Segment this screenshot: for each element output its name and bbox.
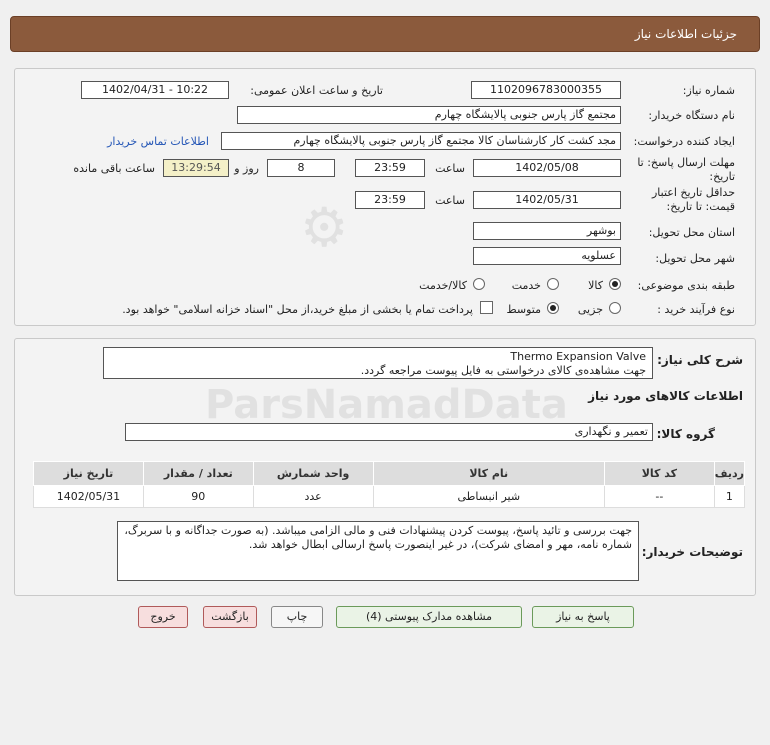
city-label: شهر محل تحویل: — [655, 252, 735, 265]
days-field: 8 — [267, 159, 335, 177]
deadline-time-field: 23:59 — [355, 159, 425, 177]
process-minor-radio[interactable] — [609, 302, 621, 314]
summary-line-2: جهت مشاهده‌ی کالای درخواستی به فایل پیوست مراجعه گردد. — [360, 364, 646, 377]
category-goods-radio[interactable] — [609, 278, 621, 290]
goods-info-title: اطلاعات کالاهای مورد نیاز — [588, 389, 743, 403]
validity-time-field: 23:59 — [355, 191, 425, 209]
treasury-note: پرداخت تمام یا بخشی از مبلغ خرید،از محل "اسناد خزانه اسلامی" خواهد بود. — [122, 303, 473, 316]
buyer-org-field: مجتمع گاز پارس جنوبی پالایشگاه چهارم — [237, 106, 621, 124]
summary-box — [103, 347, 653, 379]
need-number-field: 1102096783000355 — [471, 81, 621, 99]
col-name: نام کالا — [373, 462, 605, 486]
view-attachments-button[interactable]: مشاهده مدارک پیوستی (4) — [336, 606, 522, 628]
requester-field: مجد کشت کار کارشناسان کالا مجتمع گاز پارس جنوبی پالایشگاه چهارم — [221, 132, 621, 150]
table-header-row — [34, 462, 745, 486]
col-code: کد کالا — [605, 462, 715, 486]
need-info-panel — [14, 68, 756, 326]
process-medium-radio[interactable] — [547, 302, 559, 314]
table-row — [34, 486, 745, 508]
deadline-date-field: 1402/05/08 — [473, 159, 621, 177]
buyer-org-label: نام دستگاه خریدار: — [648, 109, 735, 122]
category-service-label: خدمت — [511, 279, 541, 292]
goods-group-label: گروه کالا: — [656, 427, 715, 441]
deadline-label: مهلت ارسال پاسخ: تا — [637, 156, 735, 169]
page-header — [10, 16, 760, 52]
goods-table — [33, 461, 745, 508]
watermark-logo: ⚙ — [300, 196, 349, 259]
validity-label: حداقل تاریخ اعتبار — [651, 186, 735, 199]
remaining-time-field: 13:29:54 — [163, 159, 229, 177]
requester-label: ایجاد کننده درخواست: — [633, 135, 735, 148]
validity-time-label: ساعت — [435, 194, 465, 207]
respond-button[interactable]: پاسخ به نیاز — [532, 606, 634, 628]
col-qty: تعداد / مقدار — [143, 462, 253, 486]
cell-name: شیر انبساطی — [373, 486, 605, 508]
category-label: طبقه بندی موضوعی: — [637, 279, 735, 292]
deadline-time-label: ساعت — [435, 162, 465, 175]
need-number-label: شماره نیاز: — [682, 84, 735, 97]
process-label: نوع فرآیند خرید : — [657, 303, 735, 316]
remaining-label: ساعت باقی مانده — [73, 162, 155, 175]
buyer-notes-label: توضیحات خریدار: — [641, 545, 743, 559]
category-goods-service-radio[interactable] — [473, 278, 485, 290]
summary-label: شرح کلی نیاز: — [657, 353, 743, 367]
category-goods-service-label: کالا/خدمت — [419, 279, 467, 292]
cell-unit: عدد — [253, 486, 373, 508]
validity-label-2: قیمت: تا تاریخ: — [666, 200, 735, 213]
col-date: تاریخ نیاز — [34, 462, 144, 486]
cell-code: -- — [605, 486, 715, 508]
province-label: استان محل تحویل: — [648, 226, 735, 239]
treasury-checkbox[interactable] — [480, 301, 493, 314]
goods-group-field: تعمیر و نگهداری — [125, 423, 653, 441]
need-details-panel — [14, 338, 756, 596]
page-title: جزئیات اطلاعات نیاز — [634, 27, 737, 41]
summary-line-1: Thermo Expansion Valve — [510, 350, 646, 363]
process-medium-label: متوسط — [506, 303, 541, 316]
cell-date: 1402/05/31 — [34, 486, 144, 508]
col-unit: واحد شمارش — [253, 462, 373, 486]
watermark-brand: ParsNamadData — [205, 382, 568, 428]
col-row: ردیف — [714, 462, 744, 486]
announce-field: 1402/04/31 - 10:22 — [81, 81, 229, 99]
cell-qty: 90 — [143, 486, 253, 508]
announce-label: تاریخ و ساعت اعلان عمومی: — [250, 84, 383, 97]
print-button[interactable]: چاپ — [271, 606, 323, 628]
city-field: عسلویه — [473, 247, 621, 265]
validity-date-field: 1402/05/31 — [473, 191, 621, 209]
cell-row: 1 — [714, 486, 744, 508]
buyer-contact-link[interactable]: اطلاعات تماس خریدار — [107, 135, 209, 148]
buyer-notes-box: جهت بررسی و تائید پاسخ، پیوست کردن پیشنهادات فنی و مالی الزامی میباشد. (به صورت جداگانه و با سربرگ، شماره نامه، مهر و امضای شرکت)، در غیر اینصورت پاسخ ارسالی ابطال خواهد شد. — [117, 521, 639, 581]
deadline-label-2: تاریخ: — [709, 170, 735, 183]
province-field: بوشهر — [473, 222, 621, 240]
process-minor-label: جزیی — [577, 303, 603, 316]
back-button[interactable]: بازگشت — [203, 606, 257, 628]
days-label: روز و — [234, 162, 259, 175]
exit-button[interactable]: خروج — [138, 606, 188, 628]
category-service-radio[interactable] — [547, 278, 559, 290]
category-goods-label: کالا — [588, 279, 603, 292]
